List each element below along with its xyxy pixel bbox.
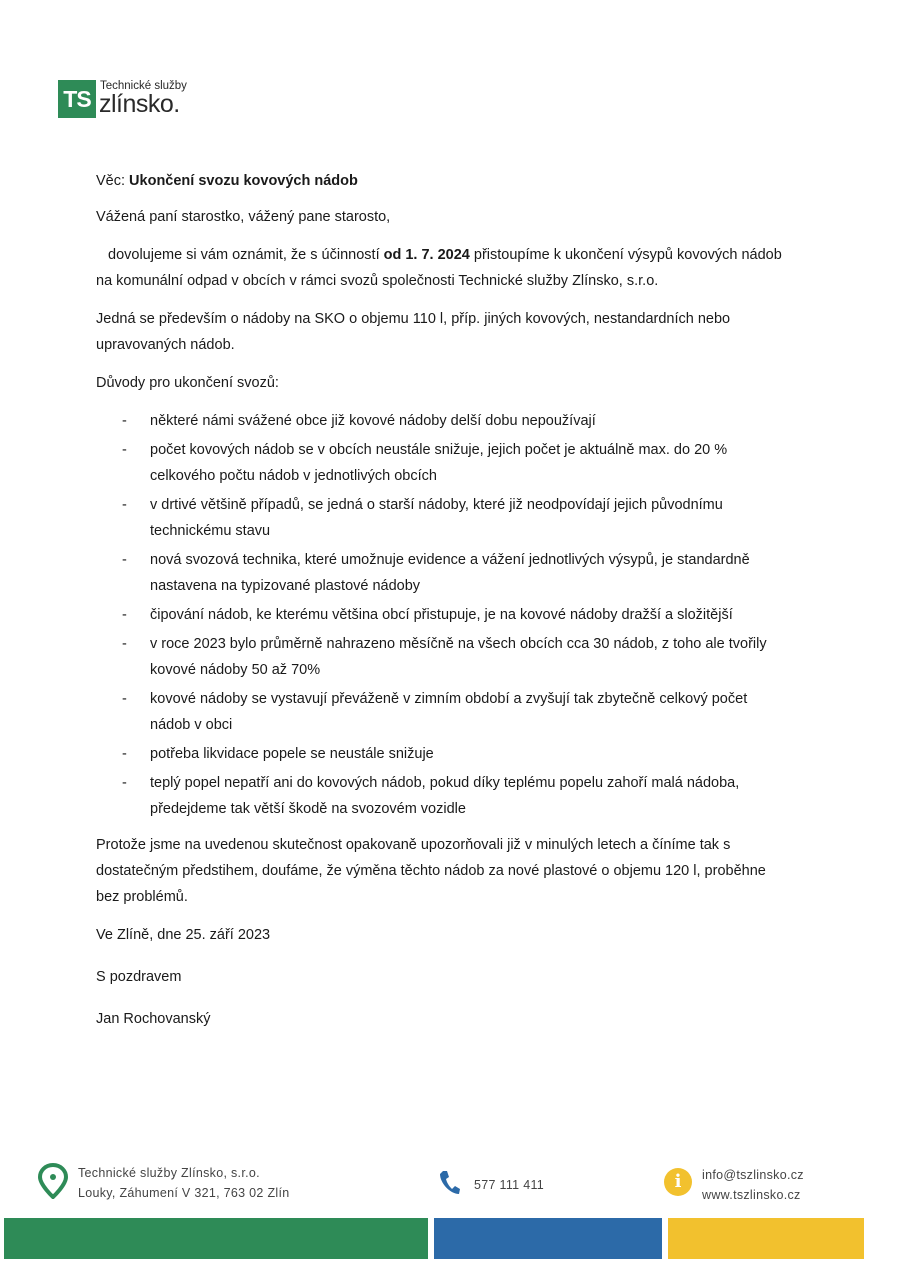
intro-text-start: dovolujeme si vám oznámit, že s účinností — [108, 247, 384, 263]
company-logo — [58, 78, 198, 124]
reason-text: potřeba likvidace popele se neustále snižuje — [150, 746, 434, 762]
reasons-heading: Důvody pro ukončení svozů: — [96, 375, 279, 391]
bullet-dash: - — [122, 497, 127, 513]
signatory-name: Jan Rochovanský — [96, 1011, 211, 1027]
footer — [0, 1155, 900, 1273]
letter-subject — [96, 168, 786, 194]
reason-item — [122, 408, 786, 434]
reason-item — [122, 631, 786, 683]
reason-text: kovové nádoby se vystavují převáženě v zimním období a zvyšují tak zbytečně celkový počet nádob v obci — [150, 691, 748, 733]
logo-tagline: Technické služby — [100, 80, 187, 92]
footer-bar-blue — [434, 1218, 662, 1259]
place-date: Ve Zlíně, dne 25. září 2023 — [96, 927, 271, 943]
salutation: Vážená paní starostko, vážený pane starosto, — [96, 209, 391, 225]
subject-text: Ukončení svozu kovových nádob — [129, 173, 358, 189]
company-address-block — [78, 1163, 289, 1203]
logo-mark: TS — [58, 80, 96, 118]
reason-text: čipování nádob, ke kterému většina obcí přistupuje, je na kovové nádoby dražší a složitější — [150, 607, 733, 623]
bullet-dash: - — [122, 413, 127, 429]
reason-item — [122, 437, 786, 489]
subject-prefix: Věc: — [96, 173, 130, 189]
reason-text: některé námi svážené obce již kovové nádoby delší dobu nepoužívají — [150, 413, 596, 429]
reason-text: teplý popel nepatří ani do kovových nádob, pokud díky teplému popelu zahoří malá nádoba, předejdeme tak větší škodě na svozovém vozidle — [150, 775, 740, 817]
logo-wordmark: zlínsko. — [99, 90, 180, 118]
bullet-dash: - — [122, 746, 127, 762]
reason-item — [122, 602, 786, 628]
letter-body — [96, 168, 786, 1048]
reason-text: v drtivé většině případů, se jedná o starší nádoby, které již neodpovídají jejich původnímu technickému stavu — [150, 497, 723, 539]
bullet-dash: - — [122, 442, 127, 458]
reasons-list — [96, 408, 786, 822]
effective-date: od 1. 7. 2024 — [383, 247, 470, 263]
footer-bar-green — [4, 1218, 428, 1259]
phone-number[interactable]: 577 111 411 — [474, 1178, 545, 1192]
reason-item — [122, 770, 786, 822]
company-name: Technické služby Zlínsko, s.r.o. — [78, 1166, 260, 1180]
intro-text-end: přistoupíme k ukončení výsypů kovových nádob na komunální odpad v obcích v rámci svozů společnosti Technické služby Zlínsko, s.r.o. — [96, 247, 782, 289]
scope-paragraph: Jedná se především o nádoby na SKO o objemu 110 l, příp. jiných kovových, nestandardních nebo upravovaných nádob. — [96, 311, 731, 353]
intro-paragraph — [96, 242, 786, 294]
regards: S pozdravem — [96, 969, 182, 985]
contact-links — [702, 1165, 804, 1205]
reason-item — [122, 492, 786, 544]
reason-text: počet kovových nádob se v obcích neustále snižuje, jejich počet je aktuálně max. do 20 % celkového počtu nádob v jednotlivých obcích — [150, 442, 728, 484]
reason-text: v roce 2023 bylo průměrně nahrazeno měsíčně na všech obcích cca 30 nádob, z toho ale tvořily kovové nádoby 50 až 70% — [150, 636, 767, 678]
bullet-dash: - — [122, 552, 127, 568]
location-pin-icon — [38, 1163, 68, 1199]
email-link[interactable]: info@tszlinsko.cz — [702, 1168, 804, 1182]
bullet-dash: - — [122, 775, 127, 791]
footer-bar-yellow — [668, 1218, 864, 1259]
reason-item — [122, 741, 786, 767]
conclusion-paragraph: Protože jsme na uvedenou skutečnost opakovaně upozorňovali již v minulých letech a číníme tak s dostatečným předstihem, doufáme, že výměna těchto nádob za nové plastové o objemu 120 l, proběhne bez problémů. — [96, 837, 766, 905]
bullet-dash: - — [122, 691, 127, 707]
bullet-dash: - — [122, 636, 127, 652]
reason-text: nová svozová technika, které umožnuje evidence a vážení jednotlivých výsypů, je standardně nastavena na typizované plastové nádoby — [150, 552, 750, 594]
website-link[interactable]: www.tszlinsko.cz — [702, 1188, 801, 1202]
phone-icon — [437, 1169, 461, 1197]
company-address: Louky, Záhumení V 321, 763 02 Zlín — [78, 1186, 290, 1200]
reason-item — [122, 547, 786, 599]
bullet-dash: - — [122, 607, 127, 623]
info-icon: i — [664, 1168, 692, 1196]
reason-item — [122, 686, 786, 738]
